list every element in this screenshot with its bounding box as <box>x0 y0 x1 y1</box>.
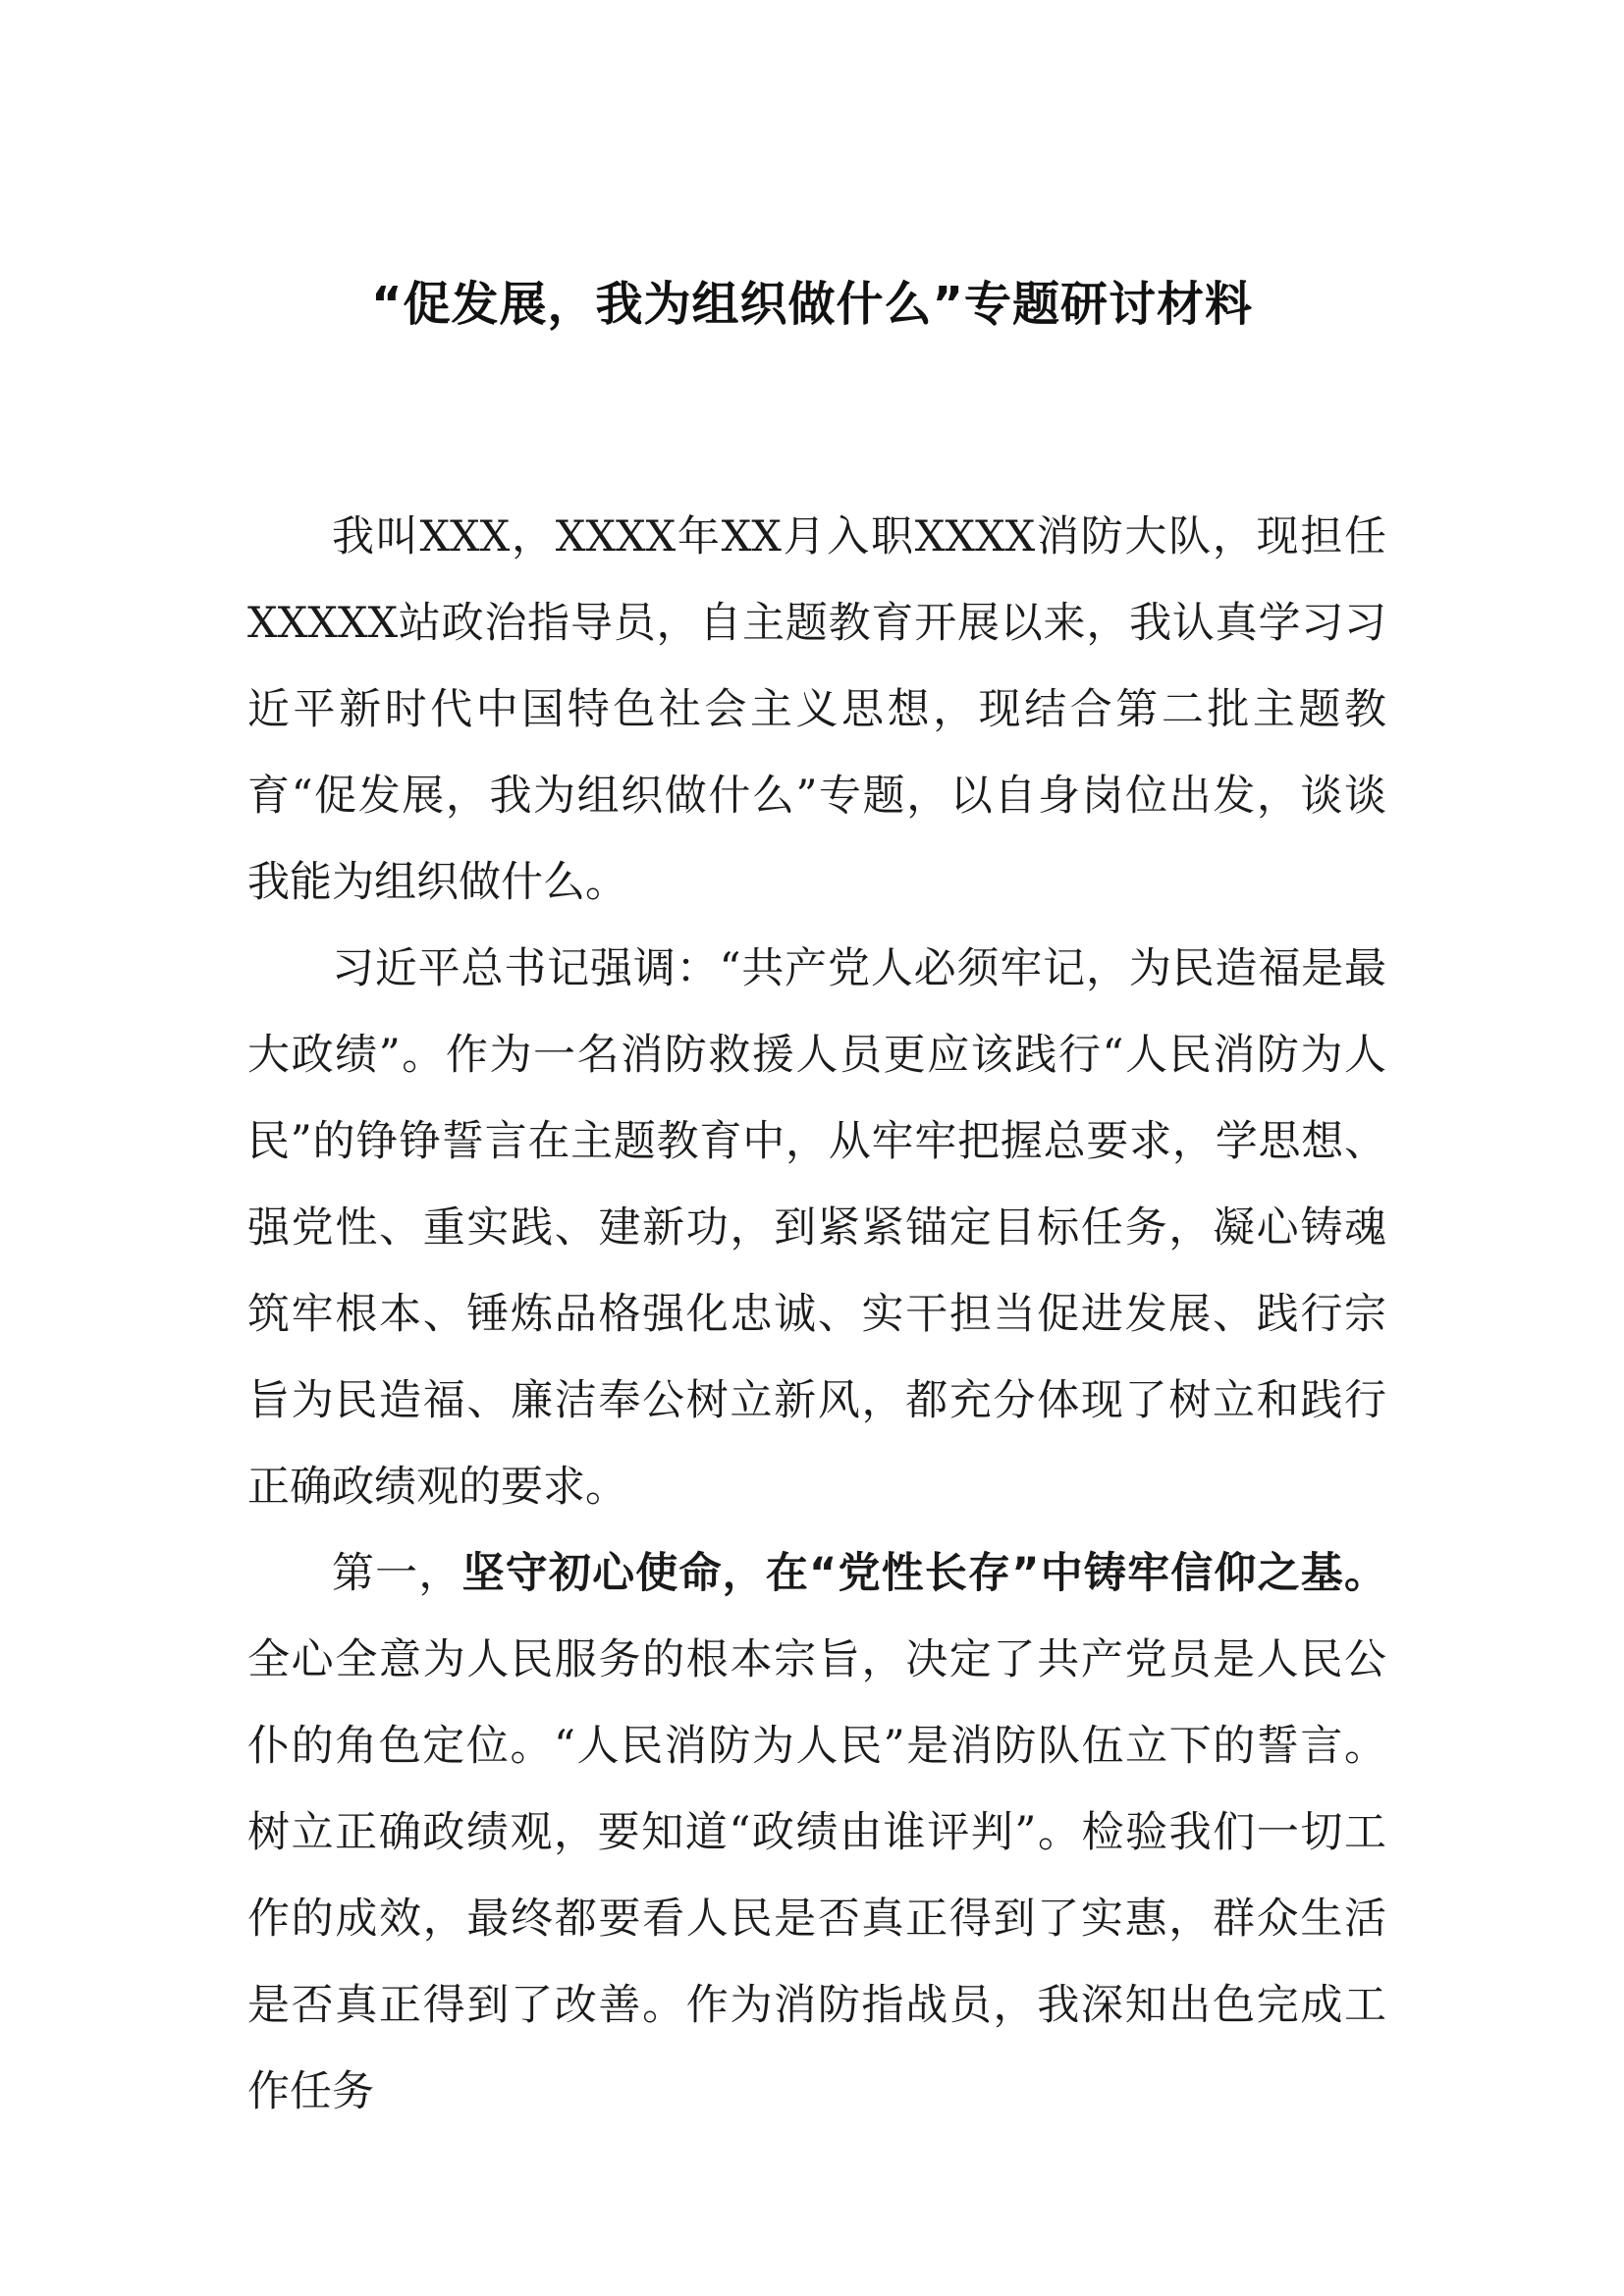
paragraph-quote: 习近平总书记强调：“共产党人必须牢记，为民造福是最大政绩”。作为一名消防救援人员更应该践行“人民消防为人民”的铮铮誓言在主题教育中，从牢牢把握总要求，学思想、强党性、重实践、建新功，到紧紧锚定目标任务，凝心铸魂筑牢根本、锤炼品格强化忠诚、实干担当促进发展、践行宗旨为民造福、廉洁奉公树立新风，都充分体现了树立和践行正确政绩观的要求。 <box>247 944 1386 1512</box>
point-lead: 第一， <box>332 1549 462 1598</box>
point-heading: 坚守初心使命，在“党性长存”中铸牢信仰之基。 <box>461 1549 1386 1598</box>
document-body <box>247 494 1386 2135</box>
paragraph-intro: 我叫XXX，XXXX年XX月入职XXXX消防大队，现担任XXXXX站政治指导员，自主题教育开展以来，我认真学习习近平新时代中国特色社会主义思想，现结合第二批主题教育“促发展，我为组织做什么”专题，以自身岗位出发，谈谈我能为组织做什么。 <box>247 512 1386 907</box>
document-title: “促发展，我为组织做什么”专题研讨材料 <box>370 277 1254 332</box>
point-text: 全心全意为人民服务的根本宗旨，决定了共产党员是人民公仆的角色定位。“人民消防为人民”是消防队伍立下的誓言。树立正确政绩观，要知道“政绩由谁评判”。检验我们一切工作的成效，最终都要看人民是否真正得到了实惠，群众生活是否真正得到了改善。作为消防指战员，我深知出色完成工作任务 <box>247 1635 1386 2116</box>
paragraph-first-point <box>247 1530 1386 2135</box>
